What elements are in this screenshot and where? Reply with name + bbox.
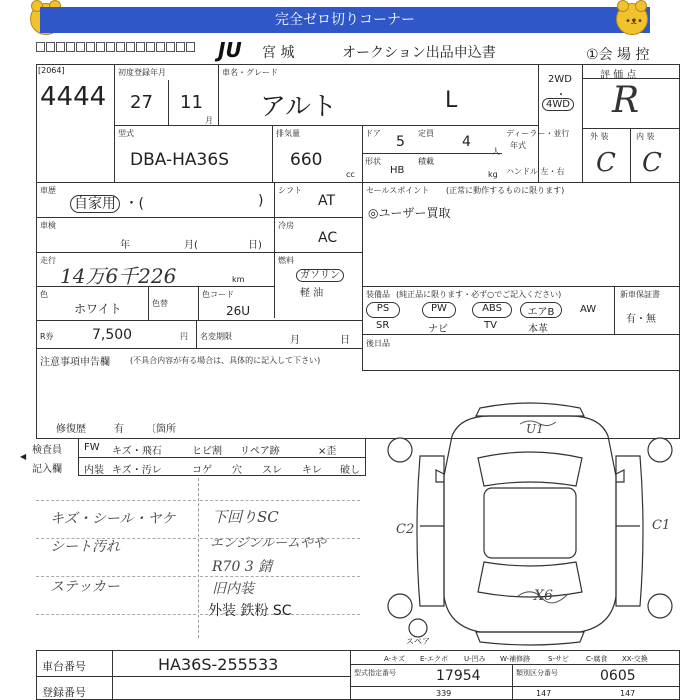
sales-point-label: セールスポイント: [366, 186, 430, 195]
equipment-label: 装備品: [366, 290, 390, 299]
load-label: 積載: [418, 157, 434, 166]
mileage-label: 走行: [40, 256, 56, 265]
inspector-label: 検査員: [32, 445, 62, 456]
drive-2wd: 2WD: [548, 74, 572, 85]
handwritten-note: 下回りSC: [212, 508, 279, 526]
car-name-label: 車名・グレード: [222, 68, 278, 77]
rear-items-label: 後日品: [366, 339, 390, 348]
inspector-scratch: キズ・飛石: [112, 446, 162, 457]
extra-value-1: 339: [436, 689, 452, 698]
aircon-value: AC: [318, 230, 338, 246]
price-unit: 円: [180, 332, 188, 341]
repair-history-value: 有: [114, 424, 124, 435]
mileage-unit: km: [232, 275, 245, 284]
legend-e: E-エクボ: [420, 655, 448, 663]
chassis-value: HA36S-255533: [158, 655, 279, 674]
load-unit: kg: [488, 170, 498, 179]
legend-a: A-キズ: [384, 655, 406, 663]
exterior-label: 外 装: [590, 132, 609, 141]
inspection-day: 日): [248, 240, 262, 251]
fuel-selected: ガソリン: [296, 269, 344, 282]
legend-w: W-補修跡: [500, 655, 531, 663]
equipment-ps: PS: [366, 302, 400, 318]
history-value: 自家用: [70, 195, 120, 213]
interior-label: 内 装: [636, 132, 655, 141]
handwritten-note: 外装 鉄粉 SC: [208, 603, 292, 619]
price-label: R券: [40, 332, 54, 341]
recycle-label: 新車保証書: [620, 290, 660, 299]
car-name: アルト: [260, 92, 337, 122]
extra-value-2: 147: [536, 689, 552, 698]
history-close: ): [258, 193, 264, 209]
equipment-note: (純正品に限ります・必ず○でご記入ください): [396, 290, 562, 299]
evaluation-value: R: [612, 80, 640, 121]
interior-wear: スレ: [262, 465, 282, 476]
handwritten-note: キズ・シール・ヤケ: [50, 511, 176, 527]
legend-s: S-サビ: [548, 655, 569, 663]
diagram-mark-right: C1: [652, 518, 671, 533]
color-code-label: 色コード: [202, 290, 234, 299]
chassis-label: 車台番号: [42, 660, 86, 673]
registration-year: 27: [130, 92, 153, 113]
handwritten-note: エンジンルームやや: [210, 536, 327, 551]
registration-label: 初度登録年月: [118, 68, 166, 77]
name-change-month: 月: [290, 335, 300, 346]
model-designation-label: 型式指定番号: [354, 669, 396, 677]
model-value: DBA-HA36S: [130, 150, 229, 170]
arrow-left-icon: ◀: [20, 452, 27, 461]
capacity-value: 4: [462, 134, 471, 150]
legend-c: C-腐食: [586, 655, 608, 663]
shape-label: 形状: [365, 157, 381, 166]
handle-label: ハンドル 左・右: [506, 167, 565, 176]
car-grade: L: [445, 88, 458, 113]
diagram-mark-left: C2: [396, 522, 415, 537]
diagram-mark-bottom: X6: [534, 588, 553, 604]
drive-dot: ・: [556, 90, 566, 101]
top-banner: [0, 0, 700, 38]
model-designation-number: 17954: [436, 668, 481, 684]
equipment-airbag: エアB: [520, 302, 562, 318]
displacement-label: 排気量: [276, 129, 300, 138]
sales-point-note: (正常に動作するものに限ります): [446, 186, 565, 195]
legend-xx: XX-交換: [622, 655, 648, 663]
inspector-crack: ヒビ割: [192, 446, 222, 457]
interior-hole: 穴: [232, 465, 242, 476]
recycle-value: 有・無: [626, 314, 656, 325]
color-change-label: 色替: [152, 299, 168, 308]
doors-label: ドア: [365, 129, 381, 138]
interior-scratch: キズ・汚レ: [112, 465, 162, 476]
extra-value-3: 147: [620, 689, 636, 698]
name-change-label: 名変期限: [200, 332, 232, 341]
price-value: 7,500: [92, 327, 133, 343]
interior-burn: コゲ: [192, 465, 212, 476]
interior-value: C: [642, 148, 662, 178]
color-code-value: 26U: [226, 304, 251, 318]
model-label: 型式: [118, 129, 134, 138]
equipment-pw: PW: [422, 302, 456, 318]
equipment-aw: AW: [580, 304, 597, 315]
aircon-label: 冷房: [278, 221, 294, 230]
lot-number: 4444: [40, 82, 107, 112]
shift-label: シフト: [278, 186, 302, 195]
equipment-leather: 本革: [528, 324, 548, 335]
interior-broken: 破し: [340, 465, 360, 476]
interior-mark: 内装: [84, 465, 104, 476]
inspector-fw: FW: [84, 442, 100, 453]
handwritten-note: 旧内装: [212, 581, 254, 597]
bear-mascot-icon: •ᴥ•: [616, 3, 648, 35]
dealer-label: ディーラー・並行: [506, 129, 570, 138]
color-label: 色: [40, 290, 48, 299]
venue-copy-label: ①会 場 控: [586, 47, 650, 63]
equipment-abs: ABS: [472, 302, 512, 318]
repair-part-label: 〔箇所: [146, 424, 176, 435]
brand-logo: JU: [218, 38, 242, 62]
equipment-sr: SR: [376, 320, 390, 331]
diagram-mark-top: U1: [526, 422, 544, 436]
entry-label: 記入欄: [32, 464, 62, 475]
inspection-year: 年: [120, 240, 130, 251]
registration-month: 11: [180, 92, 203, 113]
small-id: [2064]: [38, 66, 65, 75]
name-change-day: 日: [340, 335, 350, 346]
inspection-label: 車検: [40, 221, 56, 230]
inspector-distortion: ×歪: [318, 446, 337, 457]
displacement-value: 660: [290, 150, 323, 170]
repair-history-label: 修復歴: [56, 424, 86, 435]
equipment-navi: ナビ: [428, 324, 448, 335]
color-value: ホワイト: [74, 302, 122, 316]
month-unit: 月: [205, 116, 213, 125]
exterior-value: C: [596, 148, 616, 178]
reg-number-label: 登録番号: [42, 686, 86, 699]
notes-label: 注意事項申告欄: [40, 357, 110, 368]
capacity-unit: 人: [492, 147, 500, 156]
sales-point-text: ◎ユーザー買取: [368, 206, 451, 220]
doors-value: 5: [396, 134, 405, 150]
handwritten-note: R70 3 錆: [212, 559, 273, 575]
fuel-label: 燃料: [278, 256, 294, 265]
inspector-repair: リペア跡: [240, 446, 280, 457]
history-label: 車歴: [40, 186, 56, 195]
spare-tire-label: スペア: [406, 637, 430, 646]
classification-number: 0605: [600, 668, 636, 684]
fuel-other: 軽 油: [300, 288, 324, 299]
drive-4wd: 4WD: [542, 98, 574, 111]
displacement-unit: cc: [346, 170, 355, 179]
brand-name: 宮 城: [262, 45, 295, 61]
handwritten-note: ステッカー: [50, 579, 120, 595]
shape-value: HB: [390, 165, 405, 176]
notes-sub: (不具合内容が有る場合は、具体的に記入して下さい): [130, 356, 321, 365]
form-title: オークション出品申込書: [342, 45, 496, 61]
legend-u: U-凹み: [464, 655, 486, 663]
banner-title: 完全ゼロ切りコーナー: [40, 7, 650, 33]
evaluation-label: 評 価 点: [600, 70, 637, 81]
shift-value: AT: [318, 193, 336, 209]
dealer-sub: 年式: [510, 141, 526, 150]
history-rest: ・(: [124, 196, 144, 212]
handwritten-note: シート汚れ: [50, 539, 120, 555]
capacity-label: 定員: [418, 129, 434, 138]
interior-tear: キレ: [302, 465, 322, 476]
classification-label: 類別区分番号: [516, 669, 558, 677]
mileage-value: 14万6千226: [60, 264, 177, 288]
equipment-tv: TV: [484, 320, 497, 331]
inspection-month: 月(: [184, 240, 198, 251]
